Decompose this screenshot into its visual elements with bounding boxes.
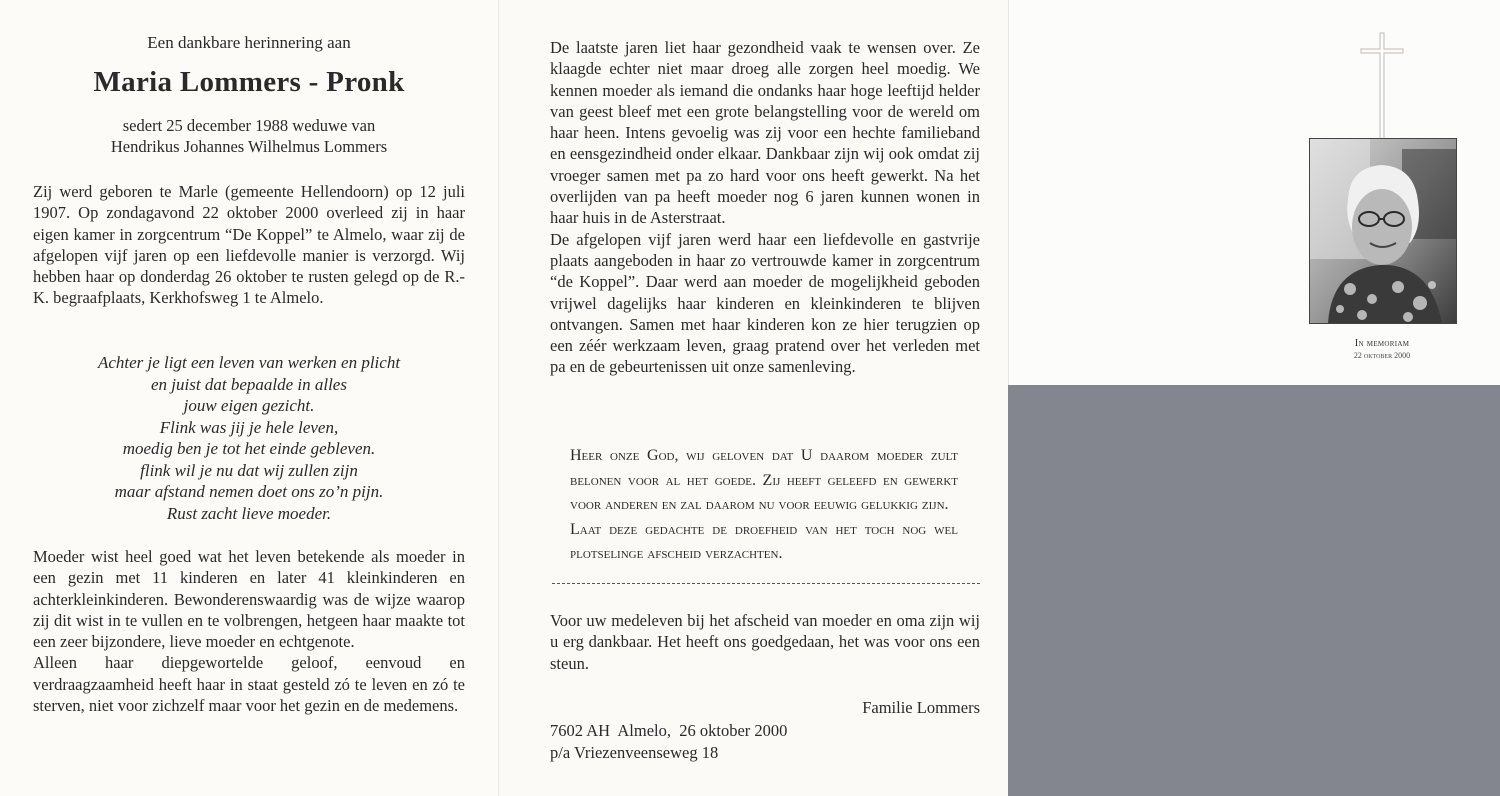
dashed-divider — [552, 583, 980, 584]
care-home-paragraph: De afgelopen vijf jaren werd haar een liefdevolle en gastvrije plaats aangeboden in haar zo vertrouwde kamer in zorgcentrum “de Koppel”. Daar werd aan moeder de mogelijkheid geboden vrijwel dagelijks haar kinderen en kleinkinderen te blijven ontvangen. Samen met haar kinderen kon ze hier terugzien op een zéér werkzaam leven, graag pratend over het verleden met pa en de gebeurtenissen uit onze samenleving. — [550, 229, 980, 377]
poem-line: moedig ben je tot het einde gebleven. — [122, 439, 376, 458]
later-years-text — [550, 37, 980, 378]
widow-statement — [0, 115, 498, 157]
deceased-name: Maria Lommers - Pronk — [93, 66, 405, 98]
tribute-paragraph: Moeder wist heel goed wat het leven betekende als moeder in een gezin met 11 kinderen en later 41 kleinkinderen en achterkleinkinderen. Bewonderenswaardig was de wijze waarop zij dit wist in te vullen en te volbrengen, hetgeen haar maakte tot een zeer bijzondere, lieve moeder en echtgenote. — [33, 547, 465, 652]
poem-line: en juist dat bepaalde in alles — [151, 374, 347, 394]
cross-icon — [1359, 31, 1405, 151]
widow-line-2: Hendrikus Johannes Wilhelmus Lommers — [110, 137, 388, 156]
grey-backing-area — [1008, 385, 1500, 796]
address-line-1: 7602 AH Almelo, 26 oktober 2000 — [550, 721, 788, 740]
prayer-paragraph-1: Heer onze God, wij geloven dat U daarom moeder zult belonen voor al het goede. Zij heeft geleefd en gewerkt voor anderen en zal daarom nu voor eeuwig gelukkig zijn. — [570, 447, 958, 513]
poem-line: flink wil je nu dat wij zullen zijn — [140, 460, 358, 480]
poem-line: Flink was jij je hele leven, — [159, 417, 339, 437]
poem-line: Achter je ligt een leven van werken en plicht — [97, 353, 401, 372]
prayer — [570, 444, 958, 567]
prayer-paragraph-2: Laat deze gedachte de droefheid van het toch nog wel plotselinge afscheid verzachten. — [570, 520, 958, 562]
portrait-photo — [1309, 138, 1457, 324]
memoriam-caption: In memoriam — [1354, 338, 1410, 349]
poem-line: jouw eigen gezicht. — [183, 396, 315, 415]
biography-paragraph: Zij werd geboren te Marle (gemeente Hellendoorn) op 12 juli 1907. Op zondagavond 22 oktober 2000 overleed zij in haar eigen kamer in zorgcentrum “De Koppel” te Almelo, waar zij de afgelopen vijf jaren op een liefdevolle manier is verzorgd. Wij hebben haar op donderdag 26 oktober te rusten gelegd op de R.-K. begraafplaats, Kerkhofsweg 1 te Almelo. — [33, 182, 465, 308]
health-paragraph: De laatste jaren liet haar gezondheid vaak te wensen over. Ze klaagde echter niet maar droeg alle zorgen heel moedig. We kennen moeder als iemand die ondanks haar hoge leeftijd helder van geest bleef met een grote belangstelling voor de wereld om haar heen. Intens gevoelig was zij voor een hechte familieband en eensgezindheid onder elkaar. Dankbaar zijn wij ook omdat zij vroeger samen met pa zo hard voor ons heeft gewerkt. Na het overlijden van pa heeft moeder nog 6 jaren kunnen wonen in haar huis in de Asterstraat. — [550, 38, 980, 228]
thanks-paragraph: Voor uw medeleven bij het afscheid van moeder en oma zijn wij u erg dankbaar. Het heeft ons goedgedaan, het was voor ons een steun. — [550, 611, 980, 673]
poem-line: Rust zacht lieve moeder. — [166, 503, 332, 523]
address-line-2: p/a Vriezenveenseweg 18 — [550, 743, 719, 762]
address-block — [550, 720, 980, 764]
family-signature: Familie Lommers — [862, 698, 980, 717]
mother-tribute — [33, 546, 465, 716]
memoriam-date: 22 oktober 2000 — [1353, 351, 1411, 360]
poem — [0, 352, 498, 524]
faith-paragraph: Alleen haar diepgewortelde geloof, eenvoud en verdraagzaamheid heeft haar in staat gesteld zó te leven en zó te sterven, niet voor zichzelf maar voor het gezin en de medemens. — [33, 653, 465, 716]
widow-line-1: sedert 25 december 1988 weduwe van — [122, 116, 376, 135]
intro-line: Een dankbare herinnering aan — [147, 33, 351, 52]
poem-line: maar afstand nemen doet ons zo’n pijn. — [114, 482, 384, 501]
